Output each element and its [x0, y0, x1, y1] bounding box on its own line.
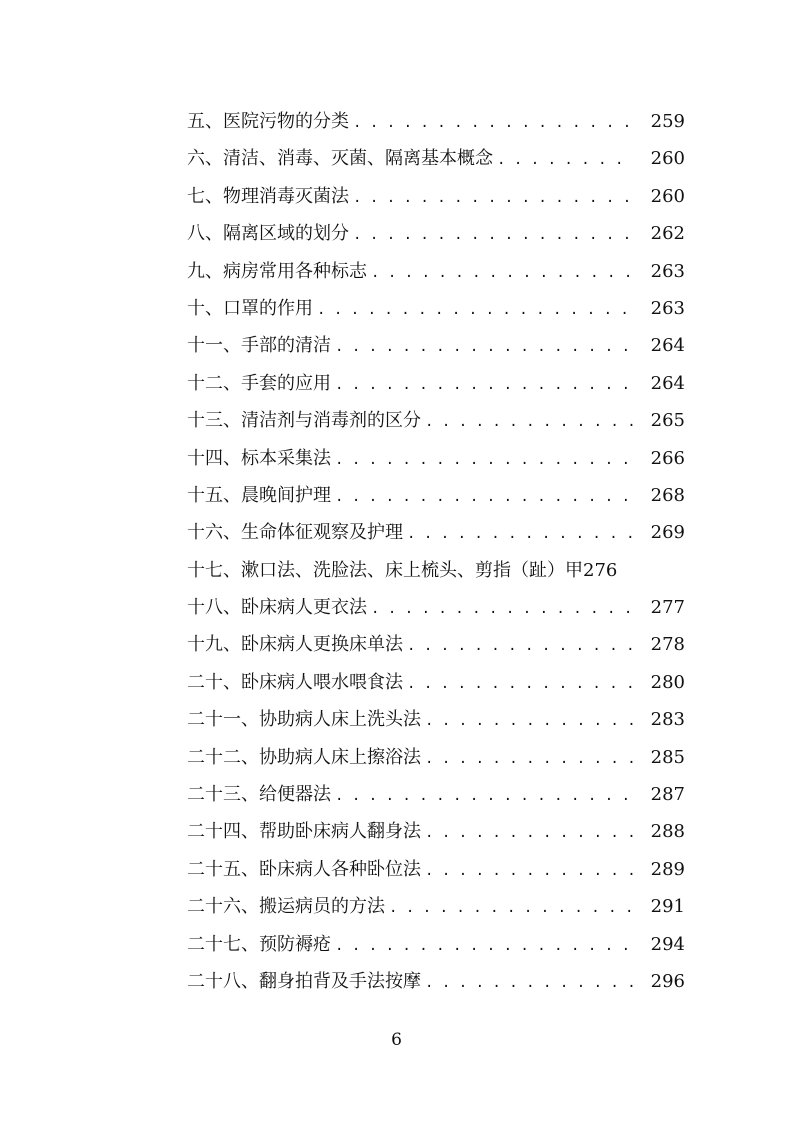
toc-entry-title: 八、隔离区域的划分 [187, 223, 349, 245]
toc-entry-page: 268 [650, 484, 685, 506]
toc-entry[interactable] [187, 290, 685, 327]
toc-dot-leader [497, 142, 634, 179]
toc-entry-title: 五、医院污物的分类 [187, 111, 349, 132]
toc-entry-title: 十九、卧床病人更换床单法 [187, 634, 403, 656]
toc-entry-title: 十八、卧床病人更衣法 [187, 597, 367, 619]
toc-entry[interactable] [187, 813, 685, 850]
toc-entry[interactable] [187, 253, 685, 290]
toc-dot-leader [371, 591, 634, 628]
toc-entry[interactable] [187, 589, 685, 626]
toc-entry-page: 296 [650, 970, 685, 992]
toc-dot-leader [335, 329, 634, 366]
toc-entry-title: 二十八、翻身拍背及手法按摩 [187, 970, 421, 992]
toc-entry-title: 六、清洁、消毒、灭菌、隔离基本概念 [187, 148, 493, 170]
toc-entry-page: 263 [650, 260, 685, 282]
toc-dot-leader [407, 516, 634, 553]
toc-entry-page: 266 [650, 447, 685, 469]
toc-entry[interactable] [187, 514, 685, 551]
toc-entry-title: 十七、漱口法、洗脸法、床上梳头、剪指（趾）甲 [187, 559, 583, 581]
toc-entry-page: 278 [650, 634, 685, 656]
toc-dot-leader [425, 741, 634, 778]
toc-dot-leader [335, 442, 634, 479]
toc-entry-title: 十五、晨晚间护理 [187, 484, 331, 506]
toc-entry-title: 十一、手部的清洁 [187, 335, 331, 357]
toc-dot-leader [371, 255, 634, 292]
toc-entry[interactable] [187, 739, 685, 776]
toc-entry-page: 260 [650, 148, 685, 170]
toc-dot-leader [425, 703, 634, 740]
toc-entry-page: 277 [650, 597, 685, 619]
toc-dot-leader [317, 292, 634, 329]
toc-entry-page: 287 [650, 784, 685, 806]
toc-dot-leader [407, 628, 634, 665]
toc-entry-title: 二十一、协助病人床上洗头法 [187, 709, 421, 731]
toc-entry-title: 二十、卧床病人喂水喂食法 [187, 671, 403, 693]
toc-entry-title: 二十四、帮助卧床病人翻身法 [187, 821, 421, 843]
toc-entry[interactable] [187, 440, 685, 477]
toc-entry-title: 二十七、预防褥疮 [187, 933, 331, 955]
toc-entry-title: 二十三、给便器法 [187, 784, 331, 806]
toc-entry-title: 十四、标本采集法 [187, 447, 331, 469]
toc-entry[interactable] [187, 327, 685, 364]
toc-entry-title: 二十六、搬运病员的方法 [187, 896, 385, 918]
toc-entry[interactable] [187, 365, 685, 402]
toc-dot-leader [335, 778, 634, 815]
toc-entry-title: 十三、清洁剂与消毒剂的区分 [187, 410, 421, 432]
toc-entry-page: 283 [650, 709, 685, 731]
toc-entry-page: 294 [650, 933, 685, 955]
toc-entry-page: 288 [650, 821, 685, 843]
toc-entry-title: 十、口罩的作用 [187, 297, 313, 319]
toc-entry[interactable] [187, 402, 685, 439]
toc-dot-leader [425, 853, 634, 890]
table-of-contents [187, 103, 685, 1000]
toc-entry[interactable] [187, 888, 685, 925]
toc-entry-title: 二十二、协助病人床上擦浴法 [187, 746, 421, 768]
toc-entry-page: 263 [650, 297, 685, 319]
toc-entry-title: 七、物理消毒灭菌法 [187, 185, 349, 207]
toc-dot-leader [353, 180, 634, 217]
toc-dot-leader [425, 404, 634, 441]
toc-entry-page: 260 [650, 185, 685, 207]
toc-entry[interactable] [187, 626, 685, 663]
toc-entry-title: 二十五、卧床病人各种卧位法 [187, 858, 421, 880]
toc-entry-page: 259 [650, 111, 685, 132]
toc-entry[interactable] [187, 664, 685, 701]
toc-dot-leader [335, 367, 634, 404]
toc-entry-page: 280 [650, 671, 685, 693]
toc-entry-page: 264 [650, 335, 685, 357]
toc-entry[interactable] [187, 851, 685, 888]
toc-entry-page: 269 [650, 522, 685, 544]
toc-dot-leader [353, 217, 634, 254]
toc-entry[interactable] [187, 140, 685, 177]
toc-entry-page: 264 [650, 372, 685, 394]
toc-entry[interactable] [187, 926, 685, 963]
toc-entry-title: 九、病房常用各种标志 [187, 260, 367, 282]
toc-entry-page: 285 [650, 746, 685, 768]
toc-dot-leader [353, 105, 634, 142]
toc-dot-leader [335, 928, 634, 965]
toc-entry-page: 276 [583, 559, 618, 581]
toc-dot-leader [425, 965, 634, 1002]
toc-entry-page: 262 [650, 223, 685, 245]
toc-dot-leader [389, 890, 634, 927]
toc-dot-leader [335, 479, 634, 516]
toc-dot-leader [425, 815, 634, 852]
toc-entry[interactable] [187, 701, 685, 738]
toc-entry[interactable] [187, 103, 685, 140]
toc-entry[interactable] [187, 178, 685, 215]
page-number: 6 [391, 1030, 402, 1050]
toc-dot-leader [407, 666, 634, 703]
toc-entry[interactable] [187, 477, 685, 514]
toc-entry-page: 289 [650, 858, 685, 880]
toc-entry[interactable] [187, 963, 685, 1000]
toc-entry-page: 265 [650, 410, 685, 432]
toc-entry[interactable] [187, 552, 685, 589]
toc-entry[interactable] [187, 215, 685, 252]
toc-entry[interactable] [187, 776, 685, 813]
toc-entry-title: 十二、手套的应用 [187, 372, 331, 394]
toc-entry-title: 十六、生命体征观察及护理 [187, 522, 403, 544]
toc-entry-page: 291 [650, 896, 685, 918]
